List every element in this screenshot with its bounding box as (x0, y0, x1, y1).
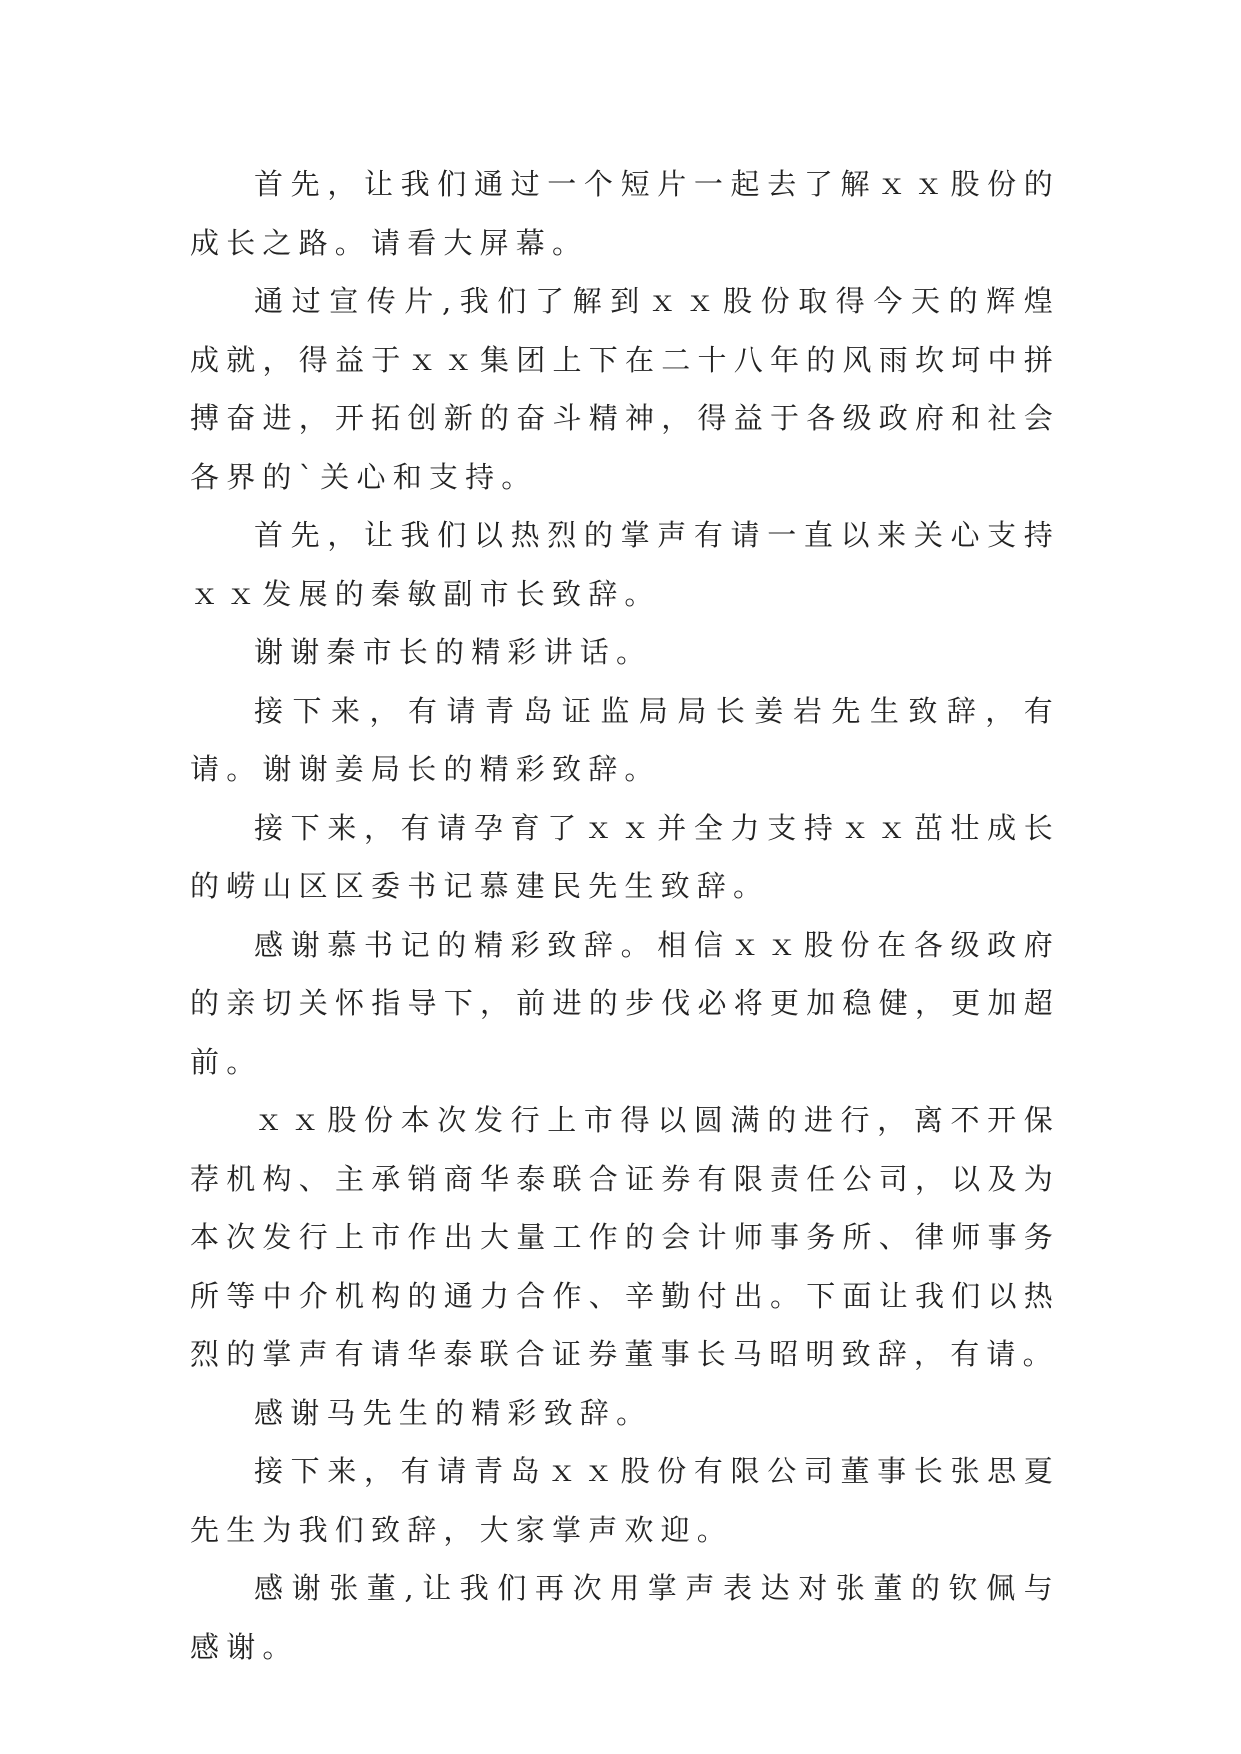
paragraph-promo-film-summary: 通过宣传片,我们了解到ｘｘ股份取得今天的辉煌成就，得益于ｘｘ集团上下在二十八年的风雨坎坷中拼搏奋进，开拓创新的奋斗精神，得益于各级政府和社会各界的`关心和支持。 (190, 284, 1060, 494)
paragraph-thank-sponsor: 感谢马先生的精彩致辞。 (254, 1395, 653, 1430)
paragraph-invite-district-secretary: 接下来，有请孕育了ｘｘ并全力支持ｘｘ茁壮成长的崂山区区委书记慕建民先生致辞。 (190, 810, 1060, 903)
paragraph-invite-chairman: 接下来，有请青岛ｘｘ股份有限公司董事长张思夏先生为我们致辞，大家掌声欢迎。 (190, 1454, 1060, 1547)
paragraph-short-film-intro: 首先，让我们通过一个短片一起去了解ｘｘ股份的成长之路。请看大屏幕。 (190, 167, 1060, 260)
paragraph-thank-chairman: 感谢张董,让我们再次用掌声表达对张董的钦佩与感谢。 (190, 1571, 1060, 1664)
paragraph-invite-vice-mayor: 首先，让我们以热烈的掌声有请一直以来关心支持ｘｘ发展的秦敏副市长致辞。 (190, 518, 1060, 611)
paragraph-invite-regulator: 接下来，有请青岛证监局局长姜岩先生致辞，有请。谢谢姜局长的精彩致辞。 (190, 693, 1060, 786)
paragraph-intermediaries-invite-sponsor: ｘｘ股份本次发行上市得以圆满的进行，离不开保荐机构、主承销商华泰联合证券有限责任公司，以及为本次发行上市作出大量工作的会计师事务所、律师事务所等中介机构的通力合作、辛勤付出。下面让我们以热烈的掌声有请华泰联合证券董事长马昭明致辞，有请。 (190, 1103, 1060, 1371)
document-body (190, 155, 1060, 1676)
paragraph-thank-vice-mayor: 谢谢秦市长的精彩讲话。 (254, 635, 653, 669)
paragraph-thank-district-secretary: 感谢慕书记的精彩致辞。相信ｘｘ股份在各级政府的亲切关怀指导下，前进的步伐必将更加稳健，更加超前。 (190, 927, 1060, 1079)
